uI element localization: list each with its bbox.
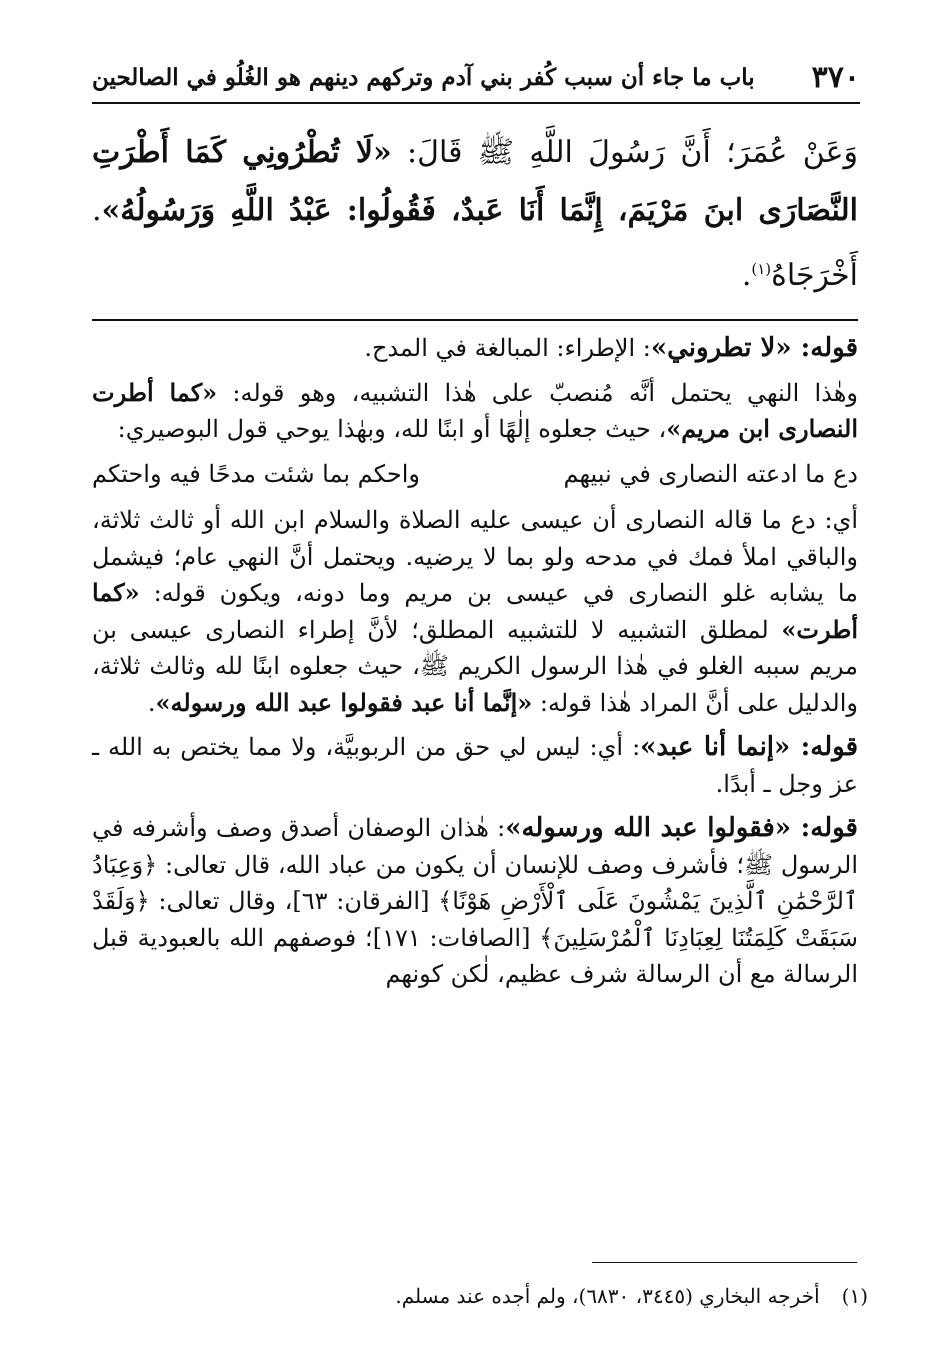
paragraph-text: أي: دع ما قاله النصارى أن عيسى عليه الصلاة والسلام ابن الله أو ثالث ثلاثة، والباقي املأ فمك في مدحه ولو بما لا يرضيه. ويحتمل أنَّ النهي عام؛ فيشمل ما يشابه غلو النصارى في عيسى بن مريم وما دونه، ويكون قوله: (92, 506, 858, 607)
running-title: باب ما جاء أن سبب كُفر بني آدم وتركهم دينهم هو الغُلُو في الصالحين (92, 63, 755, 91)
quran-reference: [الفرقان: ٦٣] (292, 887, 439, 915)
footnote-divider (592, 1262, 857, 1263)
footnote (92, 1284, 868, 1308)
keyword: قوله: «إنما أنا عبد» (640, 732, 858, 762)
paragraph-text: ؛ فوصفهم الله بالعبودية قبل الرسالة مع أن الرسالة شرف عظيم، لٰكن كونهم (92, 923, 858, 988)
paragraph-text: ، وقال تعالى: (149, 887, 293, 915)
section-divider (92, 319, 858, 321)
paragraph-text: لمطلق التشبيه لا للتشبيه المطلق؛ لأنَّ إطراء النصارى عيسى بن مريم سببه الغلو في هٰذا الرسول الكريم ﷺ، حيث جعلوه ابنًا لله وثالث ثلاثة، والدليل على أنَّ المراد هٰذا قوله: (92, 615, 858, 717)
paragraph (92, 330, 858, 367)
paragraph (92, 375, 858, 448)
hadith-quote: «لَا تُطْرُونِي كَمَا أَطْرَتِ النَّصَارَى ابنَ مَرْيَمَ، إِنَّمَا أَنَا عَبدٌ، فَقُولُوا: عَبْدُ اللَّهِ وَرَسُولُهُ» (92, 135, 858, 228)
hadith-end-dot: . (741, 258, 752, 293)
paragraph (92, 810, 858, 993)
paragraph-text: ، حيث جعلوه إلٰهًا أو ابنًا لله، وبهٰذا يوحي قول البوصيري: (117, 415, 667, 443)
page-number: ٣٧٠ (811, 59, 860, 95)
paragraph-text: : أي: ليس لي حق من الربوبيَّة، ولا مما يختص به الله ـ عز وجل ـ أبدًا. (92, 733, 858, 798)
paragraph (92, 729, 858, 802)
keyword: قوله: «فقولوا عبد الله ورسوله» (505, 813, 858, 843)
footnote-number: (١) (841, 1284, 868, 1308)
hadith-text (92, 124, 858, 305)
paragraph (92, 502, 858, 721)
verse-first-hemistich: دع ما ادعته النصارى في نبيهم (563, 459, 858, 488)
quran-reference: [الصافات: ١٧١] (372, 923, 540, 952)
quoted-phrase: «كما أطرت النصارى ابن مريم» (92, 377, 858, 443)
paragraph-text: وهٰذا النهي يحتمل أنَّه مُنصبّ على هٰذا التشبيه، وهو قوله: (217, 378, 859, 407)
footnote-ref[interactable]: (١) (751, 260, 772, 278)
hadith-intro: وَعَنْ عُمَرَ؛ أَنَّ رَسُولَ اللَّهِ ﷺ قَالَ: (391, 135, 858, 170)
quran-verse: ﴿وَلَقَدْ سَبَقَتْ كَلِمَتُنَا لِعِبَادِنَا ٱلْمُرْسَلِينَ﴾ (92, 887, 858, 952)
poetry-verse (92, 456, 858, 493)
quoted-phrase: «كما أطرت» (92, 578, 858, 644)
paragraph-text: : الإطراء: المبالغة في المدح. (364, 334, 651, 362)
page-header (92, 52, 860, 104)
hadith-source: . أَخْرَجَاهُ (92, 193, 858, 293)
footnote-text: أخرجه البخاري (٣٤٤٥، ٦٨٣٠)، ولم أجده عند مسلم. (395, 1284, 820, 1308)
quran-verse: ﴿وَعِبَادُ ٱلرَّحْمَٰنِ ٱلَّذِينَ يَمْشُونَ عَلَى ٱلْأَرْضِ هَوْنًا﴾ (92, 850, 858, 915)
keyword: قوله: «لا تطروني» (650, 333, 858, 363)
commentary (92, 330, 858, 1001)
paragraph-text: : هٰذان الوصفان أصدق وصف وأشرفه في الرسول ﷺ؛ فأشرف وصف للإنسان أن يكون من عباد الله، قال تعالى: (92, 814, 858, 879)
paragraph-text: . (147, 688, 156, 717)
verse-second-hemistich: واحكم بما شئت مدحًا فيه واحتكم (92, 459, 420, 488)
quoted-phrase: «إنَّما أنا عبد فقولوا عبد الله ورسوله» (155, 687, 533, 717)
